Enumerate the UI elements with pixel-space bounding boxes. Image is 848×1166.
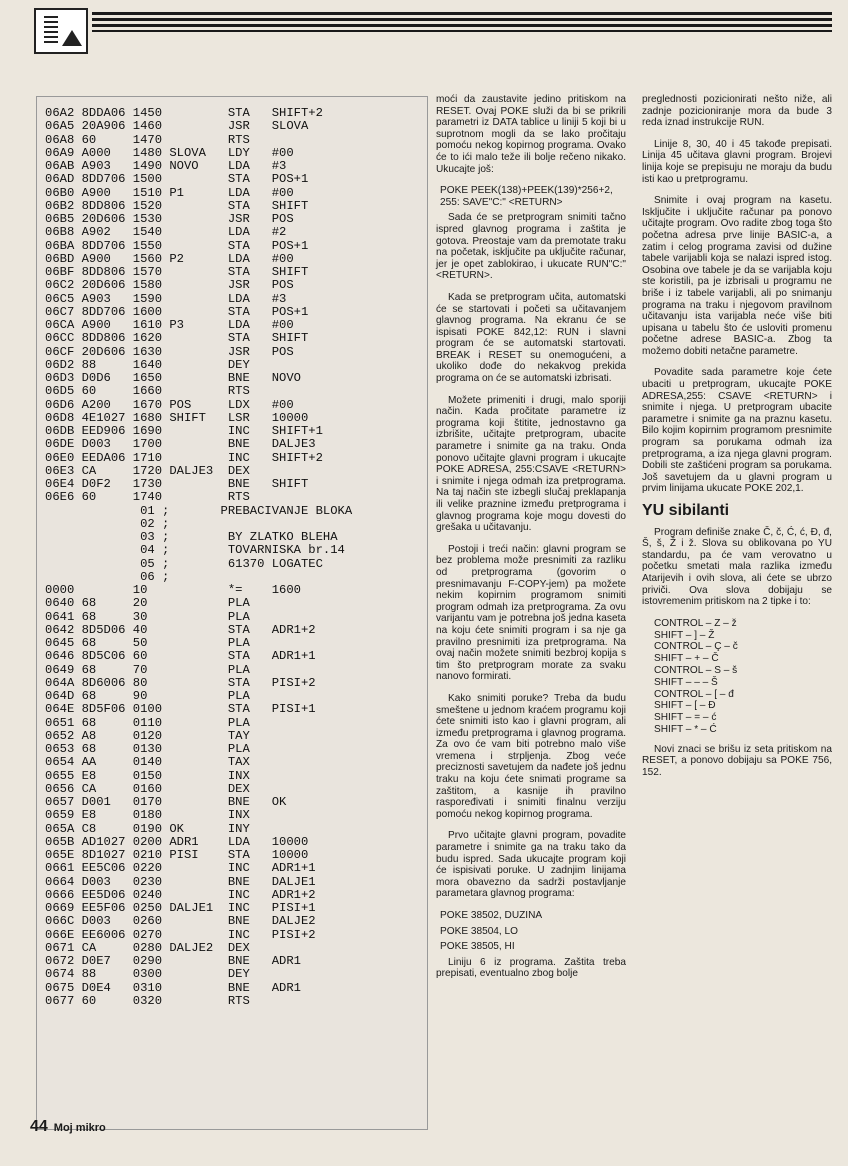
listing-line: 065E 8D1027 0210 PISI STA 10000 [45, 848, 309, 862]
listing-line: 06B5 20D606 1530 JSR POS [45, 212, 294, 226]
listing-line: 06CA A900 1610 P3 LDA #00 [45, 318, 294, 332]
listing-line: 06A8 60 1470 RTS [45, 132, 250, 147]
listing-line: 06B0 A900 1510 P1 LDA #00 [45, 185, 294, 200]
code-line: POKE 38504, LO [440, 925, 518, 937]
page-number: 44 [30, 1118, 48, 1135]
listing-line: 02 ; [45, 516, 170, 531]
listing-line: 06 ; [45, 569, 170, 584]
assembly-listing [36, 96, 428, 1130]
listing-line: 06A2 8DDA06 1450 STA SHIFT+2 [45, 106, 323, 120]
listing-line: 06BD A900 1560 P2 LDA #00 [45, 251, 294, 266]
listing-line: 0640 68 20 PLA [45, 596, 250, 611]
listing-line: 06D6 A200 1670 POS LDX #00 [45, 397, 294, 412]
listing-line: 0642 8D5D06 40 STA ADR1+2 [45, 622, 316, 637]
listing-line: 06DE D003 1700 BNE DALJE3 [45, 437, 316, 452]
listing-line: 064D 68 90 PLA [45, 689, 250, 703]
paragraph: Liniju 6 iz programa. Zaštita treba prepisati, eventualno zbog bolje [436, 956, 626, 980]
computer-document-icon [34, 8, 88, 54]
listing-line: 0645 68 50 PLA [45, 636, 250, 650]
key-mapping: SHIFT – [ – Đ [654, 700, 716, 712]
article-column-2 [436, 94, 626, 990]
listing-line: 0664 D003 0230 BNE DALJE1 [45, 874, 316, 889]
paragraph: moći da zaustavite jedino pritiskom na RESET. Ovaj POKE služi da bi se prikrili parametri iz DATA tablice u liniji 5 koji bi u suprotnom mogli da se lako pročitaju pomoću nekog kopirnog programa. Ovako će to ići malo teže ili bolje rečeno nikako. Ukucajte još: [436, 94, 626, 175]
listing-line: 06BA 8DD706 1550 STA POS+1 [45, 238, 309, 253]
listing-line: 06C2 20D606 1580 JSR POS [45, 278, 294, 293]
listing-line: 06A5 20A906 1460 JSR SLOVA [45, 119, 309, 134]
listing-line: 0661 EE5C06 0220 INC ADR1+1 [45, 861, 316, 876]
paragraph: Snimite i ovaj program na kasetu. Isključite i uključite računar pa ponovo učitajte program. Ovo radite zbog toga što početna adresa prve linije BASIC-a, a zatim i celog programa zavisi od dužine tabele varijabli koja se nalazi ispred istog. Osobina ove tabele je da se varijabla koju ste koristili, pa je izbrisali u programu ne briše i iz tabele varijabli, ali po snimanju programa na traku i njegovom pravilnom učitavanju ista varijabla neće više biti upisana u tabelu što će usloviti promenu početne adrese BASIC-a. Zbog ta možemo dobiti netačne parametre. [642, 195, 832, 357]
paragraph: Prvo učitajte glavni program, povadite parametre i snimite ga na traku tako da budu ispred. Sada ukucajte program koji će ispisivati poruke. U zadnjim linijama mora obavezno da sadrži postavljanje parametara glavnog programa: [436, 830, 626, 900]
header-rule [92, 12, 832, 32]
listing-line: 0657 D001 0170 BNE OK [45, 795, 287, 809]
listing-line: 06D2 88 1640 DEY [45, 357, 250, 372]
listing-line: 05 ; 61370 LOGATEC [45, 556, 323, 571]
paragraph: Postoji i treći način: glavni program se bez problema može presnimiti za razliku od pretprograma (govorim o presnimavanju F-COPY-jem) pa možete nekim kopirnim programom snimiti program odmah iza pretprograma. Za ovu varijantu vam je potrebna još jedna kaseta na koju ćete snimiti program i sa nje ga pravilno presnimiti iza pretprograma. Na ovaj način možete snimiti bezbroj kopija s tim što pretprogram morate za svaku nanovo formirati. [436, 543, 626, 683]
key-mapping: CONTROL – Ç – č [654, 641, 738, 653]
key-mapping: CONTROL – Z – ž [654, 617, 737, 629]
key-mapping: SHIFT – – – Š [654, 676, 718, 688]
code-line: POKE PEEK(138)+PEEK(139)*256+2, 255: SAVE"C:" <RETURN> [440, 185, 613, 208]
listing-line: 06AD 8DD706 1500 STA POS+1 [45, 172, 309, 187]
listing-line: 06BF 8DD806 1570 STA SHIFT [45, 265, 309, 279]
listing-line: 06D5 60 1660 RTS [45, 384, 250, 399]
listing-line: 06DB EED906 1690 INC SHIFT+1 [45, 424, 323, 438]
key-mapping: SHIFT – + – Č [654, 653, 719, 665]
listing-line: 0653 68 0130 PLA [45, 742, 250, 756]
listing-line: 064E 8D5F06 0100 STA PISI+1 [45, 702, 316, 717]
listing-line: 0651 68 0110 PLA [45, 715, 250, 730]
listing-line: 06B2 8DD806 1520 STA SHIFT [45, 198, 309, 213]
listing-line: 0672 D0E7 0290 BNE ADR1 [45, 954, 301, 968]
paragraph: Program definiše znake Č, č, Ć, ć, Đ, đ, Š, š, Ž i ž. Slova su oblikovana po YU standardu, pa će vam verovatno u početku smetati mala razlika između Atarijevih i ovih slova, ali ćete se ubrzo priviči. Ova slova dobijaju se istovremenim pritiskom na 2 tipke i to: [642, 526, 832, 608]
paragraph: Možete primeniti i drugi, malo sporiji način. Kada pročitate parametre iz programa koji štitite, jednostavno ga izbrišite, učitajte pretprogram, ubacite parametre i snimite ga na traku. Onda ponovo učitajte glavni program i ukucajte POKE ADRESA, 255:CSAVE <RETURN> i snimite i njega odmah iza pretprograma. Na taj način ste izbegli slučaj preklapanja ili velike praznine između pretprograma i glavnog programa koje mogu dovesti do grešaka u učitavanju. [436, 394, 626, 534]
listing-line: 0677 60 0320 RTS [45, 993, 250, 1008]
listing-line: 066E EE6006 0270 INC PISI+2 [45, 927, 316, 942]
listing-line: 03 ; BY ZLATKO BLEHA [45, 530, 338, 544]
paragraph: Kada se pretprogram učita, automatski će se startovati i početi sa učitavanjem glavnog programa. Na ekranu će se ispisati POKE 842,12: RUN i slavni program će se automatski startovati. BREAK i RESET su onemogućeni, a ukoliko dođe do nekakvog prekida programa on će se automatski izbrisati. [436, 291, 626, 385]
article-column-3 [642, 94, 832, 789]
listing-text [45, 107, 427, 1008]
listing-line: 06C7 8DD706 1600 STA POS+1 [45, 304, 309, 319]
listing-line: 06AB A903 1490 NOVO LDA #3 [45, 159, 287, 173]
listing-line: 0000 10 *= 1600 [45, 583, 301, 597]
paragraph: preglednosti pozicionirati nešto niže, ali zadnje pozicioniranje mora da bude 3 reda iznad instrukcije RUN. [642, 94, 832, 129]
listing-line: 0652 A8 0120 TAY [45, 728, 250, 743]
paragraph: Sada će se pretprogram snimiti tačno ispred glavnog programa i zaštita je gotova. Preostaje vam da premotate traku na početak, isključite pa uključite računar, jer je opet zablokirao, i ukucate RUN"C:" <RETURN>. [436, 212, 626, 282]
listing-line: 06A9 A000 1480 SLOVA LDY #00 [45, 145, 294, 160]
key-mapping: CONTROL – S – š [654, 664, 738, 676]
listing-line: 0654 AA 0140 TAX [45, 755, 250, 770]
paragraph: Kako snimiti poruke? Treba da budu smeštene u jednom kraćem programu koji ćete snimiti isto kao i glavni program, ali između pretprograma i glavnog programa. Za ovo će vam biti potrebno malo više vremena i strpljenja. Zbog veće preciznosti savetujem da nađete još jednu traku na koju ćete snimati programe sa zaštitom, a kasnije ih pravilno raspoređivati i snimiti finalnu verziju pomoću nekog kopirnog programa. [436, 692, 626, 820]
listing-line: 0656 CA 0160 DEX [45, 781, 250, 796]
listing-line: 064A 8D6006 80 STA PISI+2 [45, 675, 316, 690]
key-mapping: CONTROL – [ – đ [654, 688, 734, 700]
listing-line: 06C5 A903 1590 LDA #3 [45, 291, 287, 306]
listing-line: 0641 68 30 PLA [45, 609, 250, 624]
listing-line: 0675 D0E4 0310 BNE ADR1 [45, 980, 301, 995]
listing-line: 06D8 4E1027 1680 SHIFT LSR 10000 [45, 410, 309, 425]
listing-line: 01 ; PREBACIVANJE BLOKA [45, 503, 353, 518]
listing-line: 06B8 A902 1540 LDA #2 [45, 225, 287, 240]
key-mapping-list [654, 618, 832, 736]
listing-line: 06CC 8DD806 1620 STA SHIFT [45, 331, 309, 346]
listing-line: 04 ; TOVARNISKA br.14 [45, 543, 345, 558]
listing-line: 0669 EE5F06 0250 DALJE1 INC PISI+1 [45, 901, 316, 915]
code-line: POKE 38505, HI [440, 941, 515, 953]
listing-line: 065A C8 0190 OK INY [45, 821, 250, 836]
listing-line: 0659 E8 0180 INX [45, 808, 250, 823]
listing-line: 0666 EE5D06 0240 INC ADR1+2 [45, 887, 316, 902]
listing-line: 06D3 D0D6 1650 BNE NOVO [45, 371, 301, 385]
paragraph: Povadite sada parametre koje ćete ubaciti u pretprogram, ukucajte POKE ADRESA,255: CSAVE <RETURN> i snimite i njega. U pretprogram ubacite parametre i snimite ga na praznu kasetu. Bilo kojim kopirnim programom presnimite program sa porukama odmah iza pretprograma, a iza njega glavni program. Dobili ste zaštićeni program sa porukama. Još savetujem da u glavni program u prvim linijama ukucate POKE 202,1. [642, 367, 832, 495]
listing-line: 06E4 D0F2 1730 BNE SHIFT [45, 477, 309, 491]
listing-line: 0674 88 0300 DEY [45, 967, 250, 982]
page-footer [30, 1118, 106, 1136]
key-mapping: SHIFT – * – Ć [654, 723, 717, 735]
page-header [0, 0, 848, 62]
listing-line: 06E6 60 1740 RTS [45, 490, 250, 505]
key-mapping: SHIFT – ] – Ž [654, 629, 715, 641]
listing-line: 06CF 20D606 1630 JSR POS [45, 344, 294, 359]
listing-line: 0649 68 70 PLA [45, 662, 250, 677]
section-title: YU sibilanti [642, 502, 730, 519]
listing-line: 06E0 EEDA06 1710 INC SHIFT+2 [45, 450, 323, 465]
listing-line: 0646 8D5C06 60 STA ADR1+1 [45, 649, 316, 664]
listing-line: 0655 E8 0150 INX [45, 768, 250, 783]
listing-line: 0671 CA 0280 DALJE2 DEX [45, 940, 250, 955]
key-mapping: SHIFT – = – ć [654, 712, 717, 724]
code-line: POKE 38502, DUZINA [440, 910, 543, 921]
listing-line: 066C D003 0260 BNE DALJE2 [45, 914, 316, 929]
publication-name: Moj mikro [53, 1122, 106, 1134]
listing-line: 065B AD1027 0200 ADR1 LDA 10000 [45, 834, 309, 849]
listing-line: 06E3 CA 1720 DALJE3 DEX [45, 463, 250, 478]
paragraph: Novi znaci se brišu iz seta pritiskom na RESET, a ponovo dobijaju sa POKE 756, 152. [642, 743, 832, 778]
paragraph: Linije 8, 30, 40 i 45 takođe prepisati. Linija 45 učitava glavni program. Brojevi linija koje se prepisuju ne moraju da budu isti kao u pretprogramu. [642, 138, 832, 185]
